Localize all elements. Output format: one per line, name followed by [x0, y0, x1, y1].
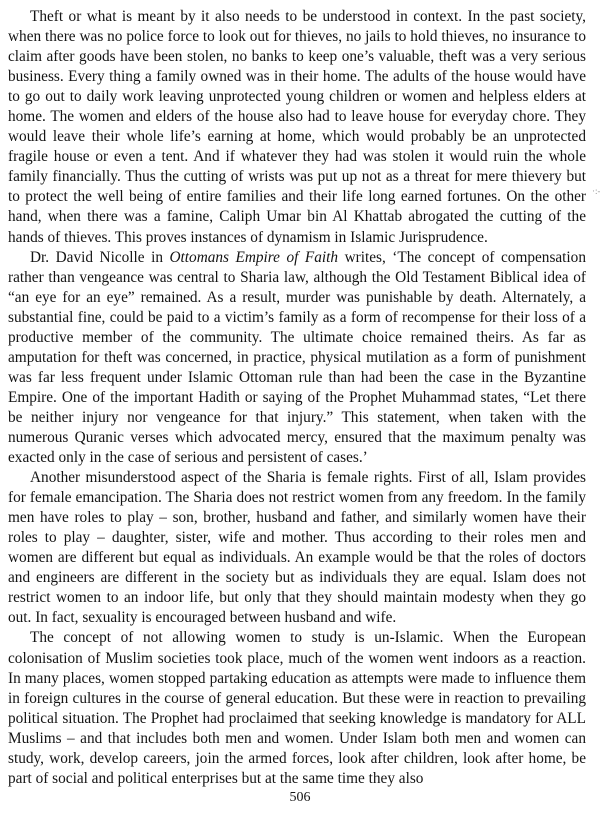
paragraph-nicolle-lead: Dr. David Nicolle in	[30, 248, 170, 266]
page-number: 506	[289, 790, 311, 805]
margin-mark: ·:-	[592, 186, 600, 196]
paragraph-theft-context: Theft or what is meant by it also needs to be understood in context. In the past society, when there was no police force to look out for thieves, no jails to hold thieves, no insurance to claim after goods have been stolen, no banks to keep one’s valuable, theft was a very serious business. Every thing a family owned was in their home. The adults of the house would have to go out to daily work leaving unprotected young children or women and helpless elders at home. The women and elders of the house also had to leave house for everyday chore. They would leave their whole life’s earning at home, which would probably be an unprotected fragile house or even a tent. And if whatever they had was stolen it would ruin the whole family financially. Thus the cutting of wrists was put up not as a threat for mere thievery but to protect the well being of entire families and their life long earned fortunes. On the other hand, when there was a famine, Caliph Umar bin Al Khattab abrogated the cutting of the hands of thieves. This proves instances of dynamism in Islamic Jurisprudence.	[8, 8, 586, 246]
book-title-italic: Ottomans Empire of Faith	[169, 248, 339, 266]
paragraph-nicolle-quote	[8, 248, 586, 469]
paragraph-female-rights: Another misunderstood aspect of the Sharia is female rights. First of all, Islam provides for female emancipation. The Sharia does not restrict women from any freedom. In the family men have roles to play – son, brother, husband and father, and similarly women have their roles to play – daughter, sister, wife and mother. Thus according to their roles men and women are different but equal as individuals. An example would be that the roles of doctors and engineers are different in the society but as individuals they are equal. Islam does not restrict women to an indoor life, but only that they should maintain modesty when they go out. In fact, sexuality is encouraged between husband and wife.	[8, 469, 586, 627]
body-text	[8, 7, 586, 789]
paragraph-women-education: The concept of not allowing women to study is un-Islamic. When the European colonisation of Muslim societies took place, much of the women went indoors as a reaction. In many places, women stopped partaking education as attempts were made to influence them in foreign cultures in the course of general education. But these were in reaction to prevailing political situation. The Prophet had proclaimed that seeking knowledge is mandatory for ALL Muslims – and that includes both men and women. Under Islam both men and women can study, work, develop careers, join the armed forces, look after children, look after home, be part of social and political enterprises but at the same time they also	[8, 629, 586, 787]
paragraph-nicolle-body: writes, ‘The concept of compensation rather than vengeance was central to Sharia law, although the Old Testament Biblical idea of “an eye for an eye” remained. As a result, murder was punishable by death. Alternately, a substantial fine, could be paid to a victim’s family as a form of recompense for their loss of a productive member of the community. The ultimate choice remained theirs. As far as amputation for theft was concerned, in practice, physical mutilation as a form of punishment was far less frequent under Islamic Ottoman rule than had been the case in the Byzantine Empire. One of the important Hadith or saying of the Prophet Muhammad states, “Let there be neither injury nor vengeance for that injury.” This statement, when taken with the numerous Quranic verses which advocated mercy, ensured that the maximum penalty was exacted only in the case of serious and persistent of cases.’	[8, 248, 586, 467]
